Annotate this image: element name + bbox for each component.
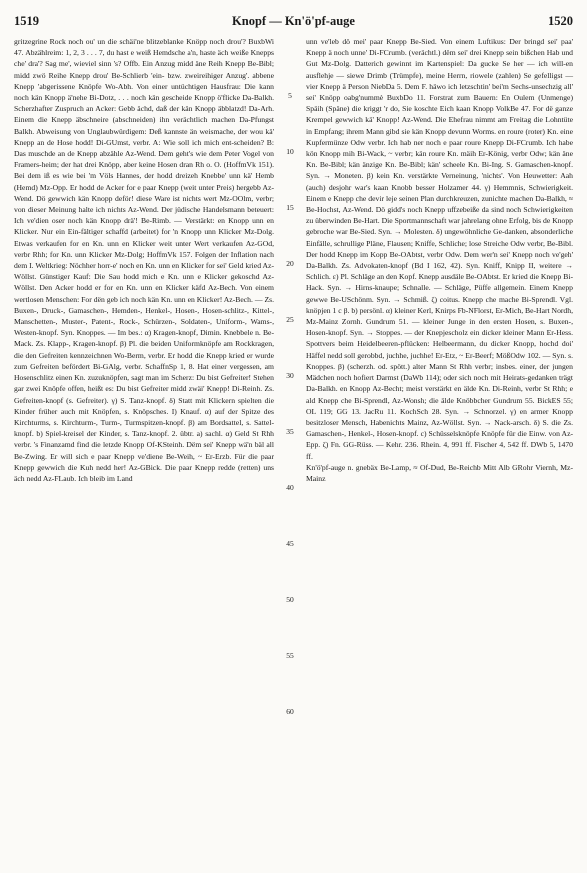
left-column xyxy=(14,36,274,484)
next-entry-text: Kn'ö'pf-auge n. gnebäx Be-Lamp, ≈ Of-Dud, Be-Reichb Mitt Alb GRohr Viernh, Mz-Mainz xyxy=(306,462,573,483)
line-number: 55 xyxy=(286,651,294,660)
line-number: 40 xyxy=(286,483,294,492)
line-number: 5 xyxy=(288,91,292,100)
line-number: 25 xyxy=(286,315,294,324)
line-number: 10 xyxy=(286,147,294,156)
line-number: 20 xyxy=(286,259,294,268)
line-number: 30 xyxy=(286,371,294,380)
line-number: 15 xyxy=(286,203,294,212)
running-title: Knopf — Kn'ö'pf-auge xyxy=(232,14,355,28)
line-number: 50 xyxy=(286,595,294,604)
right-column-text: unn ve'leb dö mei' paar Knepp Be-Sied. Von einem Luftikus: Der bringd sei' paa' Knepp ä noch unne' Di-FCrumb. (verächtl.) dëm sei' drei Knepp sein bißchen Hab und Gut Mz-Dolg. Datterich gewinnt im Kartenspiel: Da gucke Se her — ich will-en ausflehje — siewe Drimb (Trümpfe), meine Herrn, riowele (zahlen) Se gefelligst — vier Knepp ä Person NiebDa 5. Dem F. häwo ich letzschtin' bei'm Sechs-unsechzig all' sei' Knöpp oabg'nummè BuxbDo 11. Forstrat zum Bauern: En Oulem (Unmenge) Späih (Späne) die kriggt 'r do, Sie koschte Eich kaan Knopp VolkBe 47. For dë ganze Krempel gewwich kä' Knopp! Az-Wend. Die Ehefrau nimmt am Freitag die Lohntüte in Empfang; ihrem Mann gibd sie kän Knopp devunn Worms. en roure (roter) Kn. eine Kupfermünze Odw verbr. Ich hab ner noch e paar roure Knepp Di-FCrumb. Ich habe kön Knopp mih Bi-Wack, ~ verbr; kän roure Kn. mäih Er-König, verbr Odw; kän äne Kn. Be-Bibl; kän änzige Kn. Be-Bibl; kän' scheele Kn. Bi-Ing. S. Gamaschen-knopf. Syn. → Moneten. β) kein Kn. verstärkte Verneinung, 'nichts'. Von Heuwetter: Aah (auch) desjohr war's kaan Knobb besser Holzamer 44. γ) Hemmnis, Schwierigkeit. Einem e Knepp che devir leje seinen Plan durchkreuzen, zunichte machen Da-Balkh, ≈ Be-Hochst, Az-Wend. Dö gidd's noch Knepp uffzebeiße da sind noch Schwierigkeiten zu überwinden Be-Hart. Die Sportmannschaft war jahrelang ohne Erfolg, bis de Knopp gebroche war Be-Sied. Syn. → Molesten. δ) ungewöhnliche Ge-danken, absonderliche Einfälle, schrullige Pläne, Flausen; Kniffe, Schliche; lose Streiche Odw verbr, Be-Bibl. Der hodd Knepp im Kopp Be-OAbtst, verbr Odw. Dem wer'n sei' Knepp noch ve'geh' Da-Balkh. Zs. Advokaten-knopf (Bd I 162, 42). Syn. Kniff, Knipp II, weitere → Schlich. ε) Pl. Schläge an den Kopf. Knepp ausdäle Be-OAbtst. Er kried die Knepp Bi-Hack. Syn. → Hirns-knaupe; Schnalle. — Schläge, Püffe allgemein. Einem Knepp gewwe Be-USchönm. Syn. → Schmiß. ζ) coitus. Knepp che mache Bi-Sprendl. Vgl. knöpjen 1 c β. b) persönl. α) kleiner Kerl, Knirps Fb-NFlorst, Er-Mich, Be-Hart Nordh, Mz-Mainz Zornh. Gundrum 51. — kleiner Junge in den ersten Hosen, s. Buxen-, Hosen-knopf. Syn. → Stoppes. — der Knepjescholz ein dicker kleiner Mann Er-Hess. Spottvers beim Heidelbeeren-pflücken: Helbeermann, du dicker Knopp, hochd doi' Häffel nedd soll gerobbd, juchhe, juchhe! Er-Etz, ~ Er-Beerf; MößOdw 102. — Syn. s. Knoppes. β) (scherzh. od. spött.) alter Mann St Rhh verbr; insbes. einer, der jungen Mädchen noch hofiert Darmst (DaWb 114); oder sich noch mit Heirats-gedanken trägt Da-Balkh. en Knopp Az-Becht; meist verstärkt en älde Kn. Di-Reinh, verbr St Rhh; e ald Knepp che Bi-Sprendl, Az-Wonsh; die älde Knöbbcher Gundrum 55. BickES 55; OL 119; GG 13. JacRu 11. KochSch 28. Syn. → Schnorzel. γ) en armer Knopp besitzloser Mensch, Habenichts Mainz, Az-Wöllst. Syn. → Nack-arsch. δ) S. die Zs. Gamaschen-, Henkel-, Hosen-knopf. c) Schüsselsknöpfe Knöpfe für die Einw. von Az-Epp. ζ) Fn. GG-Rüss. — Kehr. 236. Rhein. 4, 991 ff. Fischer 4, 542 ff. DWb 5, 1470 ff. xyxy=(306,37,573,461)
line-number: 35 xyxy=(286,427,294,436)
page-header xyxy=(14,14,573,30)
right-column xyxy=(306,36,573,484)
line-number: 45 xyxy=(286,539,294,548)
line-number: 60 xyxy=(286,707,294,716)
left-page-number: 1519 xyxy=(14,14,39,28)
right-page-number: 1520 xyxy=(548,14,573,28)
left-column-text: gritzegrine Rock noch ou' un die schäi'ne blitzeblanke Knöpp noch drou'? BuxbWi 47. Abzählreim: 1, 2, 3 . . . 7, du hast e weiß Hemdsche a'n, haste äch weiße Knepps che' dra'? Sag me', wieviel sinn 's? Offb. Ein Anzug midd äne Reih Knepp Be-Bibl; midd zwö Reihe Knepp drou' Be-Schlierb 'ein- bzw. zweireihiger Anzug'. abbene Knepp 'abgerissene Knöpfe Wo-Abh. Von einer untüchtigen Hausfrau: Die kann noch kän Knopp ä'nehe Bi-Dotz, . . . noch kän gescheide Knopp ö'flicke Da-Balkh. Scherzhafter Zuspruch an Acker: Gebb ächd, daß der kän Knopp äbblatzd! Da-Arh. Einem die Knepp äbschneire (abschneiden) ihn verächtlich machen Da-Pfungst Balkh. Abweisung von Unglaubwürdigem: Deß kannste än weismache, der wou kä' Knepp an de Hose hodd! Di-GUmst, verbr. A: Wie soll ich mich ent-scheiden? B: Das muschde an de Knepp abzähle Az-Wend. Dem geht's wie dem Peter Vogel von Framers-heim; der hat drei Knöpp, aber keine Hosen dran Rh o. O. (HoffmVk 151). Bei dem iß es wie bei 'm Völs Hannes, der hodd dreizeh Knebbe' unn kä' Hemb (Hemd) Mz-Opp. Er hodd de Acker for e paar Knepp (weit unter Preis) hergebb Az-Wend. Dö gewwich kän Knopp deför! diese Ware ist nichts wert Mz-OOlm, verbr; von dieser Meinung halte ich nichts Az-Wend. Der jüdische Handelsmann beteuert: Ich ve'dien oser noch kän Knopp drä'! Be-Rimb. — Verstärkt: en Knopp unn en Klicker. Nur ein Ein-fältiger schaffd (arbeitet) for 'n Knopp unn Klicker Mz-Dolg. Etwas verkaufen for en Kn. unn en Klicker weit unter Wert verkaufen Az-GOd, verbr Rhh; for Kn. unn Klicker Mz-Dolg; HoffmVk 157. Folgen der Inflation nach dem I. Weltkrieg: Nöchher horr-e' noch en Kn. unn en Klicker for sei' Geld kried Az-Wöllst. Günstiger Kauf: Die Sau hodd mich e Kn. unn e Klicker gekoschd Az-Wöllst. Den Acker hodd er for en Kn. unn en Klicker käfd Az-Bech. Von einem wertlosen Menschen: For dën geb ich noch kän Kn. unn en Klicker! Az-Bech. — Zs. Buxen-, Druck-, Gamaschen-, Hemden-, Henkel-, Hosen-, Hosen-schlitz-, Kittel-, Manschetten-, Muster-, Patent-, Rock-, Schürzen-, Soldaten-, Uniform-, Wams-, Westen-knopf. Syn. Knoppes. — Im bes.: α) Kragen-knopf, Dimin. Knebbele n. Be-Mack. Zs. Klapp-, Kragen-knopf. β) Pl. die beiden Uniformknöpfe am Rockkragen, die den Gefreiten kennzeichnen Wo-Berm, verbr. Er hodd die Knepp kried er wurde zum Gefreiten befördert Bi-GAlg, verbr. SchaffnSp 1, 8. Hat einer vergessen, am Hosenschlitz einen Kn. zuzuknöpfen, sagt man im Scherz: Du bist Gefreiter! Stehen gar zwei Knöpfe offen, heißt es: Du bist Gefreiter midd zwäi' Knepp! Di-Reinh. Zs. Gefreiten-knopf (s. Gefreiter). γ) S. Tanz-knopf. δ) Statt mit Klickern spielten die Kinder früher auch mit Knöpfen, s. Knöpsches. I) Knauf. α) auf der Spitze des Kirchturms, s. Kirchturm-, Turm-, Turmspitzen-knopf. β) am Bordsattel, s. Sattel-knopf. b) Spiel-kreisel der Kinder, s. Tanz-knopf. 2. übtr. a) sachl. α) Geld St Rhh verbr. 's Finanzamd find die letzde Knopp Of-KSteinh. Dëm sei' Knepp wä'n bäl all Be-Zwing. Er will sich e paar Knepp ve'diene Be-Weih, ~ Er-Erzb. Für die paar Knepp gewwich die Kuh nedd her! Az-GBick. Die paar Knepp redde (retten) uns äch nedd Az-FLaub. Ich bleib im Land xyxy=(14,37,274,483)
